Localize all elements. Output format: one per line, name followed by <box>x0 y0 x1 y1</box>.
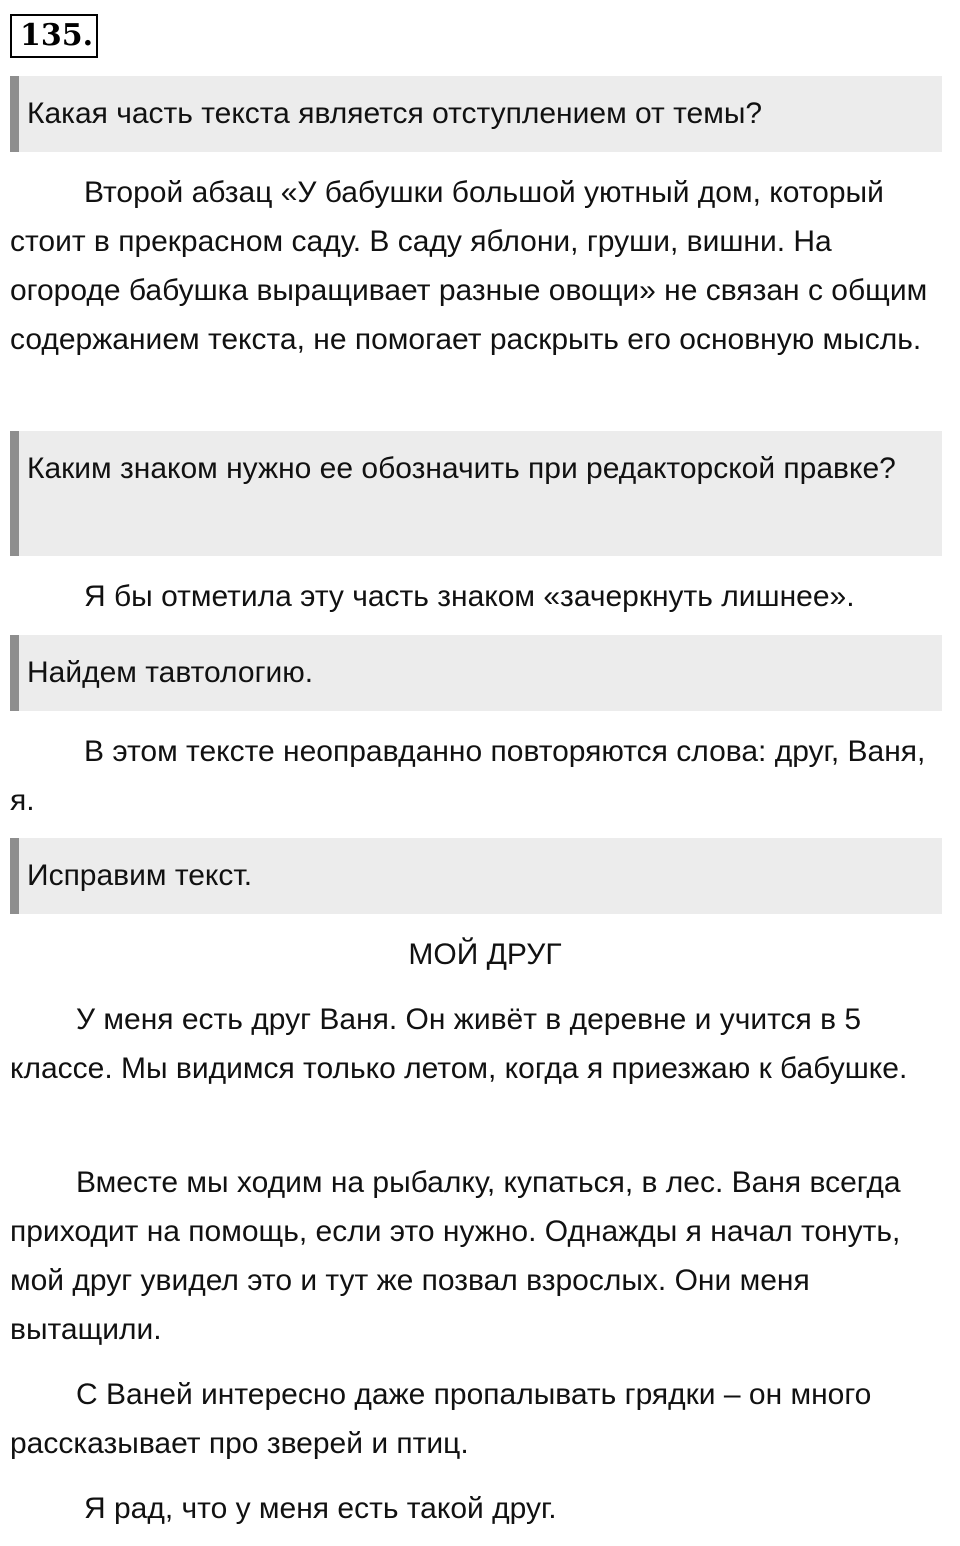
story-title: МОЙ ДРУГ <box>408 938 562 971</box>
story-paragraph: С Ваней интересно даже пропалывать грядки – он много рассказывает про зверей и птиц. <box>10 1378 872 1460</box>
answer-paragraph: Я бы отметила эту часть знаком «зачеркнуть лишнее». <box>84 580 855 613</box>
answer-paragraph: В этом тексте неоправданно повторяются слова: друг, Ваня, я. <box>10 735 926 817</box>
answer-paragraph: Второй абзац «У бабушки большой уютный дом, который стоит в прекрасном саду. В саду яблони, груши, вишни. На огороде бабушка выращивает разные овощи» не связан с общим содержанием текста, не помогает раскрыть его основную мысль. <box>10 176 928 356</box>
story-paragraph: Я рад, что у меня есть такой друг. <box>84 1492 557 1525</box>
question-box: Исправим текст. <box>10 838 942 914</box>
story-paragraph: У меня есть друг Ваня. Он живёт в деревне и учится в 5 классе. Мы видимся только летом, когда я приезжаю к бабушке. <box>10 1003 908 1085</box>
question-box: Найдем тавтологию. <box>10 635 942 711</box>
exercise-number: 135. <box>10 14 98 58</box>
question-box: Какая часть текста является отступлением от темы? <box>10 76 942 152</box>
question-box: Каким знаком нужно ее обозначить при редакторской правке? <box>10 431 942 556</box>
story-paragraph: Вместе мы ходим на рыбалку, купаться, в лес. Ваня всегда приходит на помощь, если это нужно. Однажды я начал тонуть, мой друг увидел это и тут же позвал взрослых. Они меня вытащили. <box>10 1166 901 1346</box>
